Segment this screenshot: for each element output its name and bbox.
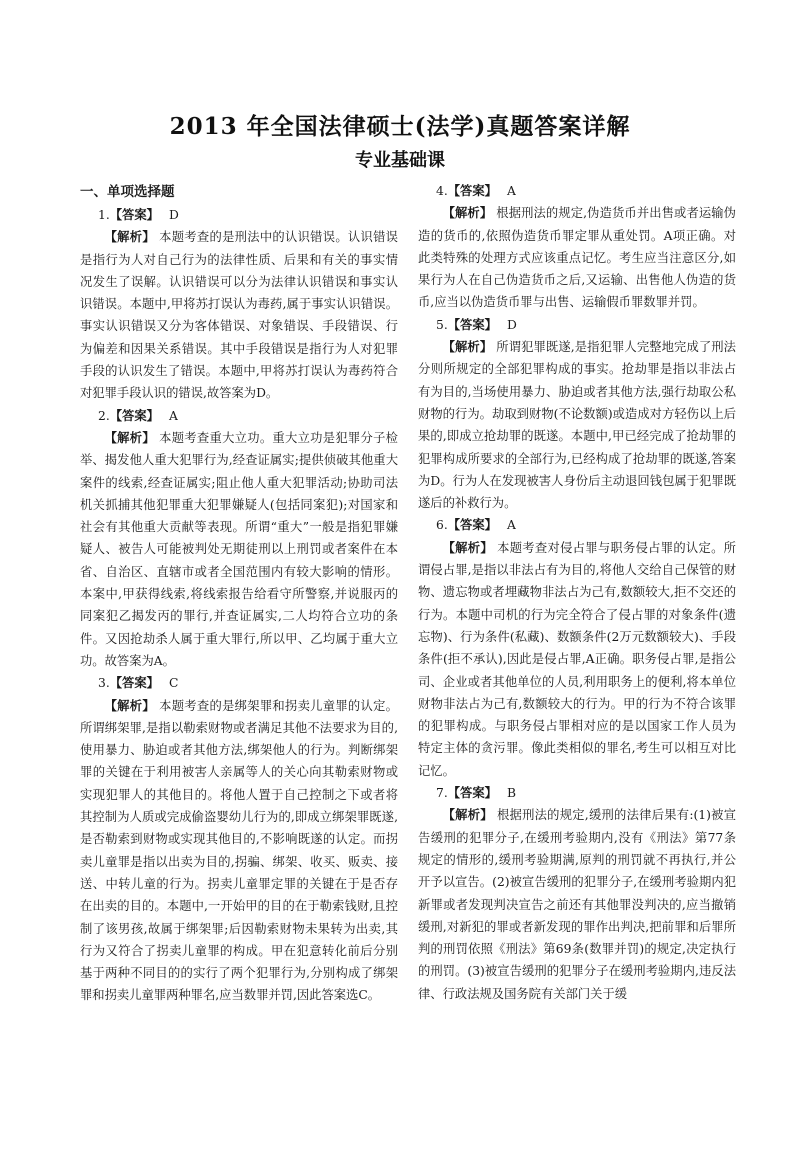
answer-label: 【答案】 <box>109 208 159 222</box>
answer-letter: A <box>506 518 516 533</box>
analysis-label: 【解析】 <box>104 230 155 245</box>
question-number: 7. <box>436 786 448 801</box>
analysis-label: 【解析】 <box>442 540 493 555</box>
page-title: 2013 年全国法律硕士(法学)真题答案详解 <box>169 113 631 140</box>
analysis-paragraph <box>80 427 398 672</box>
question-4 <box>418 180 736 314</box>
question-2 <box>80 405 398 673</box>
answer-label: 【答案】 <box>109 676 159 691</box>
answer-letter: D <box>506 317 517 332</box>
analysis-text: 本题考查重大立功。重大立功是犯罪分子检举、揭发他人重大犯罪行为,经查证属实;提供侦破其他重大案件的线索,经查证属实;阻止他人重大犯罪活动;协助司法机关抓捕其他犯罪重大犯罪嫌疑人(包括同案犯);对国家和社会有其他重大贡献等表现。所谓“重大”一般是指犯罪嫌疑人、被告人可能被判处无期徒刑以上刑罚或者案件在本省、自治区、直辖市或者全国范围内有较大影响的情形。本案中,甲获得线索,将线索报告给看守所警察,并说服丙的同案犯乙揭发丙的罪行,并查证属实,二人均符合立功的条件。又因抢劫杀人属于重大罪行,所以甲、乙均属于重大立功。故答案为A。 <box>80 430 398 668</box>
answer-letter: D <box>168 208 179 222</box>
answer-label: 【答案】 <box>447 317 497 332</box>
question-number: 3. <box>98 676 110 691</box>
analysis-paragraph <box>418 804 736 1005</box>
answer-line <box>418 314 736 336</box>
analysis-paragraph <box>80 226 398 404</box>
analysis-label: 【解析】 <box>104 430 155 445</box>
answer-line <box>418 514 736 536</box>
right-column <box>418 180 736 1005</box>
answer-line <box>418 782 736 804</box>
analysis-paragraph <box>418 336 736 514</box>
question-number: 6. <box>436 518 448 533</box>
answer-label: 【答案】 <box>447 184 497 198</box>
analysis-paragraph <box>80 695 398 1007</box>
analysis-label: 【解析】 <box>442 808 493 823</box>
answer-letter: B <box>506 786 516 801</box>
left-column <box>80 180 398 1007</box>
answer-label: 【答案】 <box>447 786 497 801</box>
analysis-text: 本题考查的是绑架罪和拐卖儿童罪的认定。所谓绑架罪,是指以勒索财物或者满足其他不法要求为目的,使用暴力、胁迫或者其他方法,绑架他人的行为。判断绑架罪的关键在于利用被害人亲属等人的关心向其勒索财物或实现犯罪人的其他目的。将他人置于自己控制之下或者将其控制为人质或完成偷盗婴幼儿行为的,即成立绑架罪既遂,是否勒索到财物或实现其他目的,不影响既遂的认定。而拐卖儿童罪是指以出卖为目的,拐骗、绑架、收买、贩卖、接送、中转儿童的行为。拐卖儿童罪定罪的关键在于是否存在出卖的目的。本题中,一开始甲的目的在于勒索钱财,且控制了该男孩,故属于绑架罪;后因勒索财物未果转为出卖,其行为又符合了拐卖儿童罪的构成。甲在犯意转化前后分别基于两种不同目的的实行了两个犯罪行为,分别构成了绑架罪和拐卖儿童罪两种罪名,应当数罪并罚,因此答案选C。 <box>80 698 398 1003</box>
analysis-paragraph <box>418 202 736 313</box>
question-3 <box>80 672 398 1006</box>
answer-line <box>80 672 398 694</box>
analysis-text: 根据刑法的规定,伪造货币并出售或者运输伪造的货币的,依照伪造货币罪定罪从重处罚。A项正确。对此类特殊的处理方式应该重点记忆。考生应当注意区分,如果行为人在自己伪造货币之后,又运输、出售他人伪造的货币,应当以伪造货币罪与出售、运输假币罪数罪并罚。 <box>418 206 736 310</box>
question-number: 2. <box>98 408 110 423</box>
analysis-text: 本题考查对侵占罪与职务侵占罪的认定。所谓侵占罪,是指以非法占有为目的,将他人交给自己保管的财物、遗忘物或者埋藏物非法占为己有,数额较大,拒不交还的行为。本题中司机的行为完全符合了侵占罪的对象条件(遗忘物)、行为条件(私藏)、数额条件(2万元数额较大)、手段条件(拒不承认),因此是侵占罪,A正确。职务侵占罪,是指公司、企业或者其他单位的人员,利用职务上的便利,将本单位财物非法占为己有,数额较大的行为。甲的行为不符合该罪的犯罪构成。与职务侵占罪相对应的是以国家工作人员为特定主体的贪污罪。像此类相似的罪名,考生可以相互对比记忆。 <box>418 540 736 778</box>
question-number: 1. <box>98 208 110 222</box>
answer-line <box>80 405 398 427</box>
analysis-text: 根据刑法的规定,缓刑的法律后果有:(1)被宣告缓刑的犯罪分子,在缓刑考验期内,没有《刑法》第77条规定的情形的,缓刑考验期满,原判的刑罚就不再执行,并公开予以宣告。(2)被宣告缓刑的犯罪分子,在缓刑考验期内犯新罪或者发现判决宣告之前还有其他罪没判决的,应当撤销缓刑,对新犯的罪或者新发现的罪作出判决,把前罪和后罪所判的刑罚依照《刑法》第69条(数罪并罚)的规定,决定执行的刑罚。(3)被宣告缓刑的犯罪分子在缓刑考验期内,违反法律、行政法规及国务院有关部门关于缓 <box>418 808 736 1001</box>
answer-letter: C <box>168 676 179 691</box>
question-7 <box>418 782 736 1005</box>
answer-label: 【答案】 <box>447 518 497 533</box>
analysis-label: 【解析】 <box>104 698 155 713</box>
answer-line <box>418 180 736 202</box>
analysis-text: 本题考查的是刑法中的认识错误。认识错误是指行为人对自己行为的法律性质、后果和有关的事实情况发生了误解。认识错误可以分为法律认识错误和事实认识错误。本题中,甲将苏打误认为毒药,属于事实认识错误。事实认识错误又分为客体错误、对象错误、手段错误、行为偏差和因果关系错误。其中手段错误是指行为人对犯罪手段的认识发生了错误。本题中,甲将苏打误认为毒药符合对犯罪手段认识的错误,故答案为D。 <box>80 230 398 401</box>
question-1 <box>80 204 398 405</box>
question-number: 4. <box>436 184 448 198</box>
page-subtitle: 专业基础课 <box>355 150 445 171</box>
analysis-label: 【解析】 <box>442 340 493 355</box>
analysis-paragraph <box>418 537 736 782</box>
analysis-text: 所谓犯罪既遂,是指犯罪人完整地完成了刑法分则所规定的全部犯罪构成的事实。抢劫罪是指以非法占有为目的,当场使用暴力、胁迫或者其他方法,强行劫取公私财物的行为。劫取到财物(不论数额)或造成对方轻伤以上后果的,即成立抢劫罪的既遂。本题中,甲已经完成了抢劫罪的犯罪构成所要求的全部行为,已经构成了抢劫罪的既遂,答案为D。行为人在发现被害人身份后主动退回钱包属于犯罪既遂后的补救行为。 <box>418 340 736 511</box>
answer-letter: A <box>506 184 516 198</box>
analysis-label: 【解析】 <box>442 206 493 221</box>
answer-letter: A <box>168 408 178 423</box>
question-number: 5. <box>436 317 448 332</box>
answer-label: 【答案】 <box>109 408 159 423</box>
question-5 <box>418 314 736 515</box>
section-heading: 一、单项选择题 <box>80 184 175 200</box>
question-6 <box>418 514 736 782</box>
answer-line <box>80 204 398 226</box>
